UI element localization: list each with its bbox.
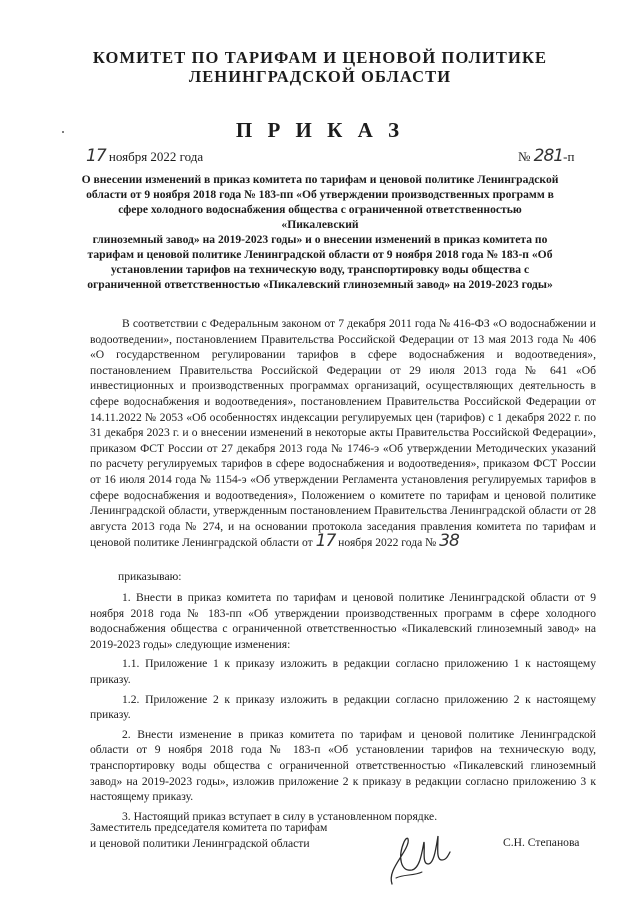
preamble-date-text: ноября 2022 года № [335,536,440,550]
subject-line: области от 9 ноября 2018 года № 183-пп «Об утверждении производственных программ в [86,188,554,201]
document-type-title: П Р И К А З [235,118,405,142]
organization-header [0,48,640,86]
handwritten-signature [378,812,458,897]
position-line-1: Заместитель председателя комитета по тарифам [90,821,328,834]
order-item: 3. Настоящий приказ вступает в силу в установленном порядке. [122,809,438,823]
date-rest: ноября 2022 года [108,149,204,164]
signatory-name: С.Н. Степанова [503,836,580,849]
subject-line: тарифам и ценовой политике Ленинградской области от 9 ноября 2018 года № 183-п «Об [87,248,553,261]
subject-line: ограниченной ответственностью «Пикалевский глиноземный завод» на 2019-2023 годы» [87,278,553,291]
order-item: 1.2. Приложение 2 к приказу изложить в редакции согласно приложению 2 к настоящему приказу. [90,692,596,722]
handwritten-day: 17 [86,146,106,166]
order-number [518,146,574,166]
org-line-1: КОМИТЕТ ПО ТАРИФАМ И ЦЕНОВОЙ ПОЛИТИКЕ [92,48,548,67]
signature-drawing [378,812,458,892]
subject-line: О внесении изменений в приказ комитета по тарифам и ценовой политике Ленинградской [81,173,559,186]
orders-word: приказываю: [118,570,182,583]
signatory-position [90,820,327,851]
order-item: 1.1. Приложение 1 к приказу изложить в редакции согласно приложению 1 к настоящему приказу. [90,657,596,686]
order-item: 2. Внести изменение в приказ комитета по тарифам и ценовой политике Ленинградской области от 9 ноября 2018 года № 183-п «Об установлении тарифов на техническую воду, транспортировку воды общества с ограниченной ответственностью «Пикалевский глиноземный завод» на 2019-2023 годы», изложив приложение 2 к приказу в редакции согласно приложению 3 к настоящему приказу. [90,727,596,804]
number-suffix: -п [563,149,575,164]
position-line-2: и ценовой политики Ленинградской области [90,836,310,850]
preamble-text: В соответствии с Федеральным законом от 7 декабря 2011 года № 416-ФЗ «О водоснабжении и водоотведении», постановлением Правительства Российской Федерации от 13 мая 2013 года № 406 «О государственном регулировании тарифов в сфере водоснабжения и водоотведения», постановлением Правительства Российской Федерации от 29 июля 2013 года № 641 «Об инвестиционных и производственных программах организаций, осуществляющих деятельность в сфере водоснабжения и водоотведения», постановлением Правительства Российской Федерации от 14.11.2022 № 2053 «Об особенностях индексации регулируемых цен (тарифов) с 1 декабря 2022 г. по 31 декабря 2023 г. и о внесении изменений в некоторые акты Правительства Российской Федерации», приказом ФСТ России от 27 декабря 2013 года № 1746-э «Об утверждении Методических указаний по расчету регулируемых тарифов в сфере водоснабжения и водоотведения», приказом ФСТ России от 16 июля 2014 года № 1154-э «Об утверждении Регламента установления регулируемых тарифов в сфере водоснабжения и водоотведения», Положением о комитете по тарифам и ценовой политике Ленинградской области, утвержденным постановлением Правительства Ленинградской области от 28 августа 2013 года № 274, и на основании протокола заседания правления комитета по тарифам и ценовой политике Ленинградской области от [90,317,596,550]
order-date [86,146,203,166]
subject-line: сфере холодного водоснабжения общества с ограниченной ответственностью «Пикалевский [118,203,522,231]
order-subject [80,172,560,292]
order-items [90,590,596,828]
order-item: 1. Внести в приказ комитета по тарифам и ценовой политике Ленинградской области от 9 ноября 2018 года № 183-пп «Об утверждении производственных программ в сфере холодного водоснабжения общества с ограниченной ответственностью «Пикалевский глиноземный завод» на 2019-2023 годы» следующие изменения: [90,591,596,651]
handwritten-protocol-day: 17 [315,531,336,552]
number-prefix: № [518,149,531,164]
handwritten-number: 281 [533,146,564,166]
subject-line: глиноземный завод» на 2019-2023 годы» и о внесении изменений в приказ комитета по [92,233,548,246]
handwritten-protocol-number: 38 [439,531,459,552]
org-line-2: ЛЕНИНГРАДСКОЙ ОБЛАСТИ [188,67,452,86]
preamble-paragraph [90,316,596,551]
subject-line: установлении тарифов на техническую воду, транспортировку воды общества с [110,263,530,276]
